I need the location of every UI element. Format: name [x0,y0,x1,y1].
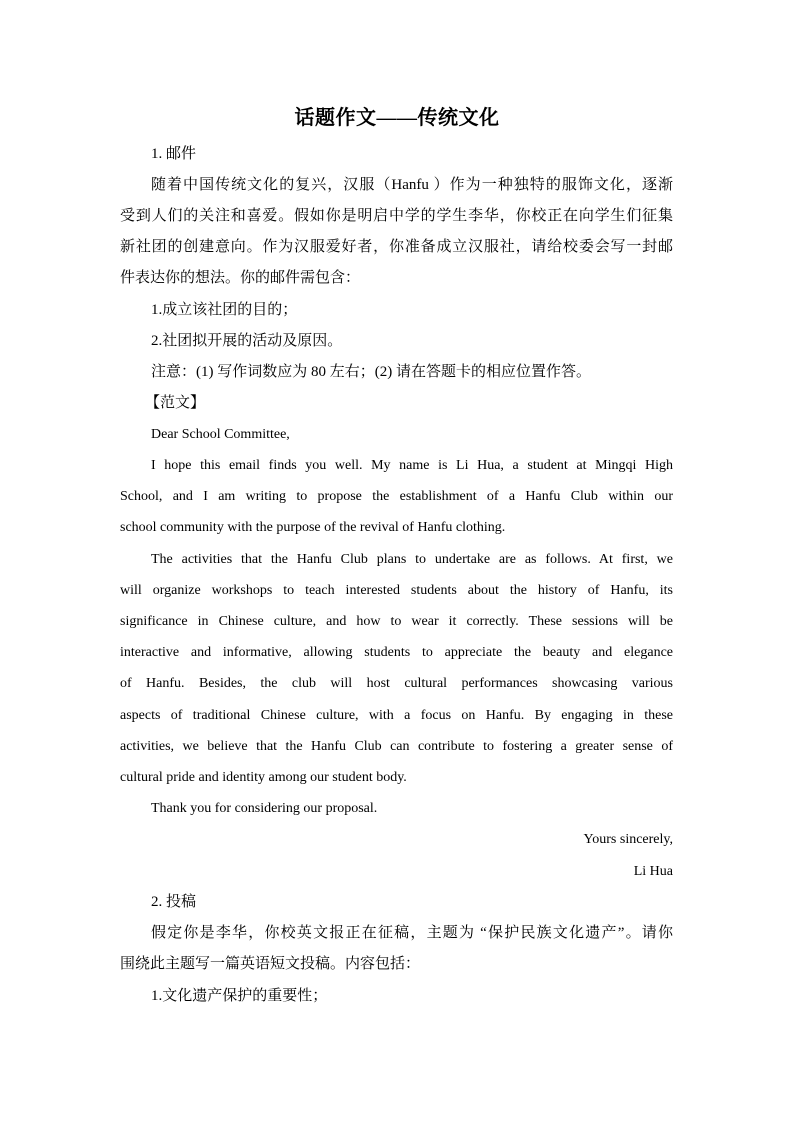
letter-closing: Thank you for considering our proposal. [151,801,378,816]
letter-signoff: Yours sincerely, [583,832,673,847]
letter-paragraph-line: The activities that the Hanfu Club plans to undertake are as follows. At first, we [151,552,673,567]
letter-paragraph-line: School, and I am writing to propose the establishment of a Hanfu Club within our [120,489,673,504]
letter-paragraph-line: will organize workshops to teach interested students about the history of Hanfu, its [120,583,673,598]
letter-paragraph-line: school community with the purpose of the revival of Hanfu clothing. [120,520,506,535]
document-title: 话题作文——传统文化 [294,107,500,129]
section-1-prompt-line: 新社团的创建意向。作为汉服爱好者，你准备成立汉服社，请给校委会写一封邮 [120,239,673,255]
letter-paragraph-line: I hope this email finds you well. My name is Li Hua, a student at Mingqi High [151,458,673,473]
section-2-requirement: 1.文化遗产保护的重要性； [151,988,328,1004]
section-1-prompt-line: 件表达你的想法。你的邮件需包含： [120,270,361,286]
section-1-prompt-line: 受到人们的关注和喜爱。假如你是明启中学的学生李华，你校正在向学生们征集 [120,208,673,224]
section-1-note: 注意：(1) 写作词数应为 80 左右；(2) 请在答题卡的相应位置作答。 [151,364,591,380]
section-1-requirement: 1.成立该社团的目的； [151,302,298,318]
letter-paragraph-line: significance in Chinese culture, and how to wear it correctly. These sessions will be [120,614,673,629]
section-2-prompt-line: 围绕此主题写一篇英语短文投稿。内容包括： [120,956,421,972]
letter-paragraph-line: interactive and informative, allowing students to appreciate the beauty and elegance [120,645,673,660]
section-1-requirement: 2.社团拟开展的活动及原因。 [151,333,343,349]
section-1-heading: 1. 邮件 [151,146,197,162]
letter-paragraph-line: cultural pride and identity among our student body. [120,770,407,785]
letter-salutation: Dear School Committee, [151,427,290,442]
section-2-heading: 2. 投稿 [151,894,197,910]
sample-essay-label: 【范文】 [145,395,206,411]
section-1-prompt-line: 随着中国传统文化的复兴，汉服（Hanfu ）作为一种独特的服饰文化，逐渐 [151,177,673,193]
letter-signature: Li Hua [633,864,673,879]
letter-paragraph-line: aspects of traditional Chinese culture, with a focus on Hanfu. By engaging in these [120,708,673,723]
section-2-prompt-line: 假定你是李华，你校英文报正在征稿，主题为 “保护民族文化遗产”。请你 [151,925,673,941]
letter-paragraph-line: of Hanfu. Besides, the club will host cultural performances showcasing various [120,676,673,691]
letter-paragraph-line: activities, we believe that the Hanfu Club can contribute to fostering a greater sense of [120,739,673,754]
